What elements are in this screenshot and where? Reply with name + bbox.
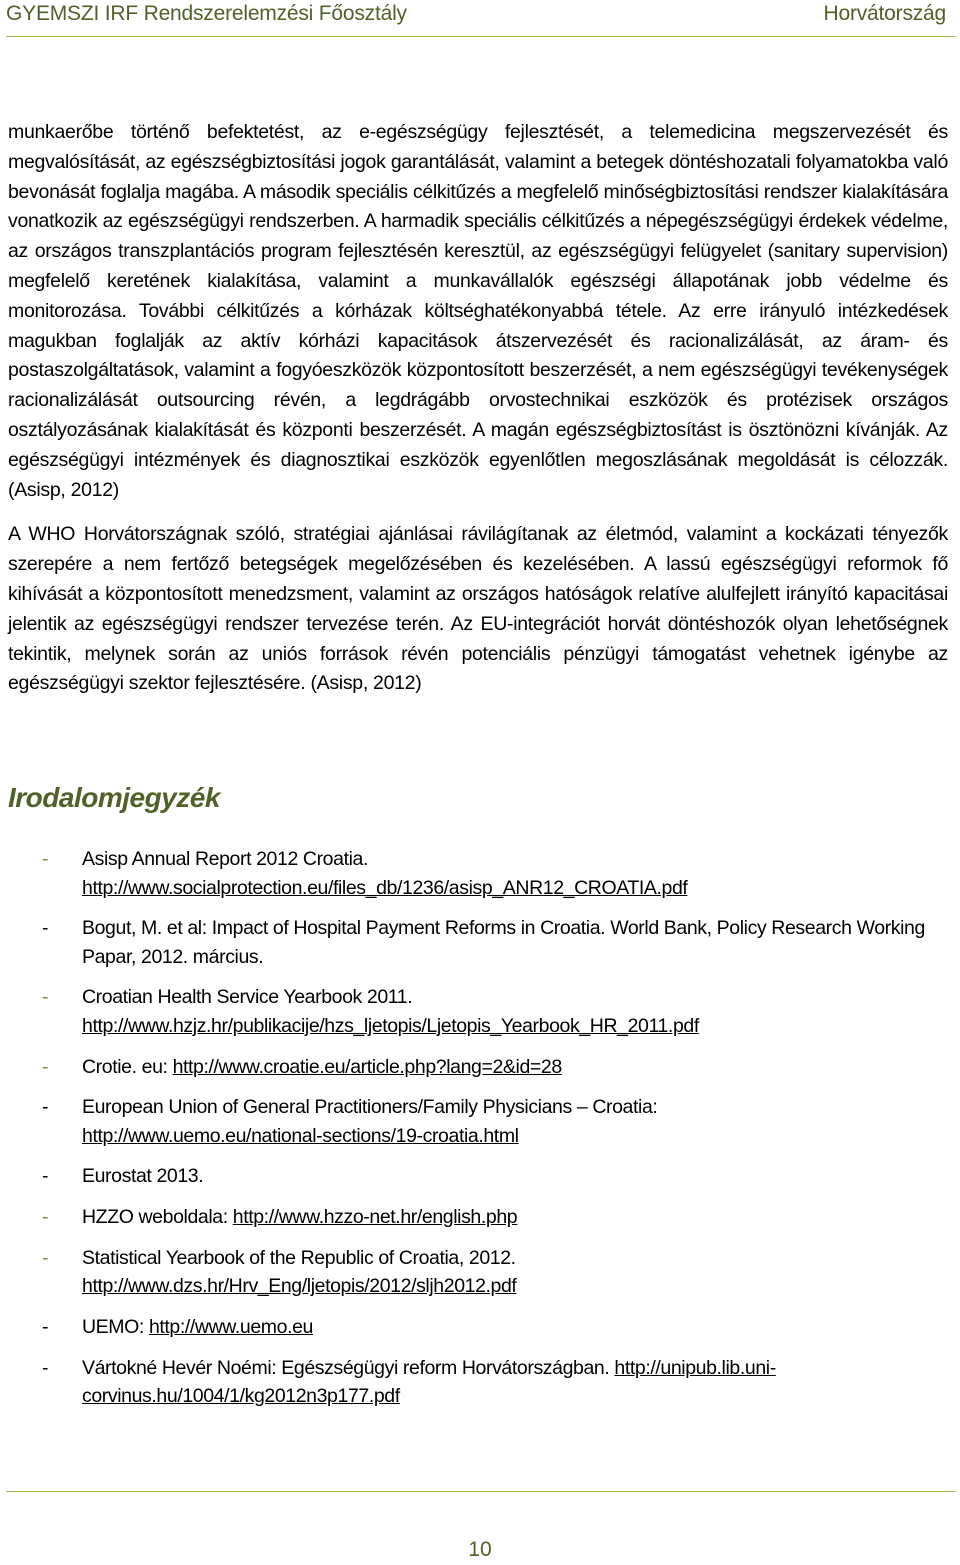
footer-divider [6, 1491, 956, 1492]
paragraph-2: A WHO Horvátországnak szóló, stratégiai ajánlásai rávilágítanak az életmód, valamint a kockázati tényezők szerepére a nem fertőző betegségek megelőzésében és kezelésében. A lassú egészségügyi reformok fő kihívását a központosított menedzsment, valamint az országos hatóságok relatíve alulfejlett irányító kapacitásai jelentik az egészségügyi rendszer tervezése terén. Az EU-integrációt horvát döntéshozók olyan lehetőségnek tekintik, melynek során az uniós források révén potenciális pénzügyi támogatást vehetnek igénybe az egészségügyi szektor fejlesztésére. (Asisp, 2012) [8, 523, 948, 695]
reference-link[interactable]: http://www.uemo.eu/national-sections/19-croatia.html [82, 1124, 519, 1147]
reference-text: European Union of General Practitioners/Family Physicians – Croatia: [82, 1096, 658, 1119]
reference-item [0, 1354, 960, 1411]
reference-body [82, 1162, 960, 1191]
reference-item [0, 983, 960, 1040]
references-list [0, 845, 960, 1423]
reference-body [82, 1354, 960, 1411]
reference-body [82, 845, 960, 902]
list-dash: - [42, 917, 49, 940]
reference-text: Crotie. eu: [82, 1055, 173, 1078]
reference-item [0, 1313, 960, 1342]
reference-body [82, 1093, 960, 1150]
reference-link[interactable]: http://unipub.lib.uni-corvinus.hu/1004/1/kg2012n3p177.pdf [82, 1356, 776, 1408]
paragraph-1: munkaerőbe történő befektetést, az e-egészségügy fejlesztését, a telemedicina megszervezését és megvalósítását, az egészségbiztosítási jogok garantálását, valamint a betegek döntéshozatali folyamatokba való bevonását foglalja magába. A második speciális célkitűzés a megfelelő minőségbiztosítási rendszer kialakítására vonatkozik az egészségügyi rendszerben. A harmadik speciális célkitűzés a népegészségügyi érdekek védelme, az országos transzplantációs program fejlesztésén keresztül, az egészségügyi felügyelet (sanitary supervision) megfelelő keretének kialakítása, valamint a munkavállalók egészségi állapotának jobb védelme és monitorozása. További célkitűzés a kórházak költséghatékonyabbá tétele. Az erre irányuló intézkedések magukban foglalják az aktív kórházi kapacitások átszervezését és racionalizálását, az áram- és postaszolgáltatások, valamint a fogyóeszközök központosított beszerzését, a nem egészségügyi tevékenységek racionalizálását outsourcing révén, a legdrágább orvostechnikai eszközök és protézisek országos osztályozásának kialakítását és központi beszerzését. A magán egészségbiztosítást is ösztönözni kívánják. Az egészségügyi intézmények és diagnosztikai eszközök egyenlőtlen megoszlásának megoldását is célozzák. (Asisp, 2012) [8, 121, 948, 501]
reference-link[interactable]: http://www.croatie.eu/article.php?lang=2&id=28 [172, 1055, 562, 1078]
header-country: Horvátország [823, 2, 946, 25]
reference-item [0, 1244, 960, 1301]
reference-text: Statistical Yearbook of the Republic of Croatia, 2012. [82, 1246, 516, 1269]
header-department: GYEMSZI IRF Rendszerelemzési Főosztály [6, 2, 407, 25]
main-text [8, 118, 948, 699]
references-heading: Irodalomjegyzék [8, 782, 220, 813]
reference-body [82, 914, 960, 971]
list-dash: - [42, 1316, 49, 1338]
reference-text: Asisp Annual Report 2012 Croatia. [82, 848, 368, 870]
list-dash: - [42, 986, 49, 1009]
reference-item [0, 1203, 960, 1232]
reference-text: UEMO: [82, 1316, 149, 1338]
reference-item [0, 1093, 960, 1150]
reference-body [82, 1244, 960, 1301]
reference-item [0, 845, 960, 902]
list-dash: - [42, 1206, 49, 1229]
list-dash: - [42, 848, 49, 870]
page-number: 10 [468, 1538, 492, 1561]
reference-link[interactable]: http://www.dzs.hr/Hrv_Eng/ljetopis/2012/sljh2012.pdf [82, 1275, 517, 1298]
reference-body [82, 983, 960, 1040]
list-dash: - [42, 1055, 49, 1078]
reference-text: Bogut, M. et al: Impact of Hospital Payment Reforms in Croatia. World Bank, Policy Research Working Papar, 2012. március. [82, 917, 925, 968]
page-header [0, 0, 960, 40]
list-dash: - [42, 1165, 49, 1188]
reference-text: Vártokné Hevér Noémi: Egészségügyi reform Horvátországban. [82, 1356, 615, 1379]
list-dash: - [42, 1356, 49, 1379]
reference-item [0, 914, 960, 971]
header-divider [6, 36, 956, 37]
reference-text: Eurostat 2013. [82, 1165, 204, 1188]
list-dash: - [42, 1246, 49, 1269]
reference-body [82, 1313, 960, 1342]
reference-text: Croatian Health Service Yearbook 2011. [82, 986, 413, 1009]
reference-link[interactable]: http://www.hzjz.hr/publikacije/hzs_ljetopis/Ljetopis_Yearbook_HR_2011.pdf [82, 1014, 699, 1037]
reference-link[interactable]: http://www.socialprotection.eu/files_db/1236/asisp_ANR12_CROATIA.pdf [82, 876, 688, 899]
reference-text: HZZO weboldala: [82, 1206, 233, 1229]
reference-body [82, 1053, 960, 1082]
reference-body [82, 1203, 960, 1232]
list-dash: - [42, 1096, 49, 1119]
reference-link[interactable]: http://www.hzzo-net.hr/english.php [232, 1206, 518, 1229]
reference-item [0, 1162, 960, 1191]
reference-item [0, 1053, 960, 1082]
reference-link[interactable]: http://www.uemo.eu [148, 1316, 313, 1338]
